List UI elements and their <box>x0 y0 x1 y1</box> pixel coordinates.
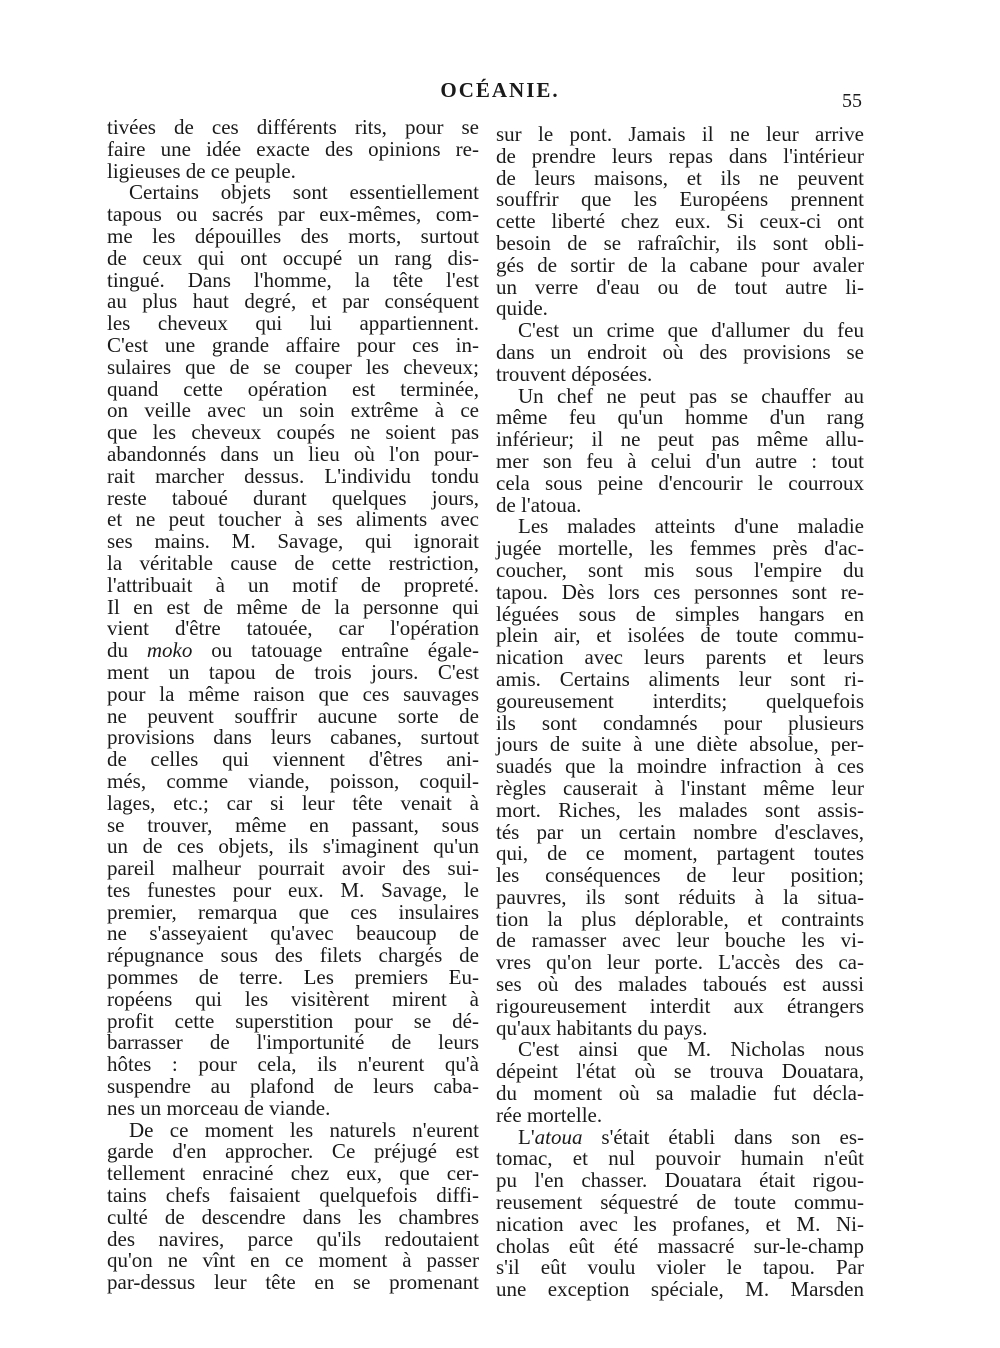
text-line <box>496 974 864 996</box>
text-line <box>107 354 479 379</box>
text-segment: L' <box>518 1124 535 1149</box>
text-segment: Les malades atteints d'une maladie <box>518 514 864 539</box>
text-line <box>107 1204 479 1229</box>
text-segment: tains chefs faisaient quelquefois diffi- <box>107 1183 479 1208</box>
text-line <box>107 703 479 728</box>
text-line <box>107 812 479 837</box>
text-line <box>107 681 479 706</box>
text-segment: hôtes : pour cela, ils n'eurent qu'à <box>107 1052 479 1077</box>
text-line <box>107 640 479 662</box>
text-line <box>107 1250 479 1272</box>
text-segment: ou tatouage entraîne égale- <box>192 638 479 663</box>
text-line <box>107 877 479 902</box>
text-segment: pareil malheur pourrait avoir des sui- <box>107 856 479 881</box>
text-segment: vres qu'on leur porte. L'accès des ca- <box>496 950 864 975</box>
text-segment: més, comme viande, poisson, coquil- <box>107 768 479 793</box>
text-segment: barrasser de l'importunité de leurs <box>107 1030 479 1055</box>
text-segment: C'est un crime que d'allumer du feu <box>518 318 864 343</box>
text-segment: souffrir que les Européens prennent <box>496 187 864 212</box>
text-segment: tapous ou sacrés par eux-mêmes, com- <box>107 202 479 227</box>
page-number: 55 <box>842 90 862 112</box>
text-segment: pu l'en chasser. Douatara était rigou- <box>496 1168 864 1193</box>
text-line <box>107 550 479 575</box>
text-line <box>496 1192 864 1214</box>
text-segment: une exception spéciale, M. Marsden <box>496 1277 864 1302</box>
text-line <box>496 361 864 386</box>
right-column <box>496 124 864 1301</box>
text-line <box>496 429 864 451</box>
text-line <box>496 688 864 713</box>
text-segment: mer son feu à celui d'un autre : tout <box>496 448 864 473</box>
text-line <box>107 594 479 619</box>
text-segment: me les dépouilles des morts, surtout <box>107 223 479 248</box>
text-line <box>496 320 864 342</box>
text-line <box>496 1083 864 1105</box>
text-line <box>496 252 864 277</box>
text-line <box>107 1076 479 1098</box>
italic-term: atoua <box>534 1124 583 1149</box>
text-segment: goureusement interdits; quelquefois <box>496 688 864 713</box>
text-segment: léguées sous de simples hangars en <box>496 601 864 626</box>
text-segment: par-dessus leur tête en se promenant <box>107 1270 479 1295</box>
text-segment: de celles qui viennent d'êtres ani- <box>107 747 479 772</box>
text-segment: besoin de se rafraîchir, ils sont obli- <box>496 230 864 255</box>
text-segment: C'est une grande affaire pour ces in- <box>107 332 479 357</box>
text-line <box>496 797 864 822</box>
text-line <box>107 923 479 945</box>
text-line <box>496 407 864 429</box>
text-segment: répugnance sous des filets chargés de <box>107 943 479 968</box>
italic-term: moko <box>146 638 193 663</box>
text-segment: reste taboué durant quelques jours, <box>107 485 479 510</box>
text-line <box>496 930 864 952</box>
text-line <box>107 1163 479 1185</box>
text-line <box>107 182 479 204</box>
text-line <box>496 298 864 320</box>
text-line <box>107 967 479 989</box>
text-line <box>107 986 479 1011</box>
text-segment: même feu qu'un homme d'un rang <box>496 405 864 430</box>
text-line <box>496 884 864 909</box>
text-segment: rée mortelle. <box>496 1102 603 1127</box>
text-line <box>496 601 864 626</box>
text-line <box>496 993 864 1018</box>
text-segment: Certains objets sont essentiellement <box>129 180 479 205</box>
text-segment: les cheveux qui lui appartiennent. <box>107 311 479 336</box>
text-segment: de leurs maisons, et ils ne peuvent <box>496 165 864 190</box>
text-line <box>496 710 864 735</box>
text-segment: nication avec les profanes, et M. Ni- <box>496 1211 864 1236</box>
text-segment: tellement enraciné chez eux, que cer- <box>107 1161 479 1186</box>
text-line <box>496 124 864 146</box>
text-segment: Un chef ne peut pas se chauffer au <box>518 383 864 408</box>
text-line <box>107 836 479 858</box>
text-line <box>107 531 479 553</box>
text-segment: l'attribuait à un motif de propreté. <box>107 572 479 597</box>
text-segment: nes un morceau de viande. <box>107 1095 331 1120</box>
text-line <box>496 865 864 887</box>
text-line <box>107 899 479 924</box>
text-segment: règles causerait à l'instant même leur <box>496 775 864 800</box>
text-segment: un verre d'eau ou de tout autre li- <box>496 274 864 299</box>
text-segment: cette liberté chez eux. Si ceux-ci ont <box>496 209 864 234</box>
text-segment: amis. Certains aliments leur sont ri- <box>496 666 864 691</box>
text-line <box>496 1211 864 1236</box>
text-line <box>107 1054 479 1076</box>
text-segment: qui, de ce moment, partagent toutes <box>496 841 864 866</box>
text-line <box>496 579 864 604</box>
text-line <box>496 666 864 691</box>
text-line <box>496 819 864 844</box>
text-segment: quide. <box>496 296 548 321</box>
text-line <box>496 734 864 756</box>
text-line <box>107 441 479 466</box>
text-segment: tés par un certain nombre d'esclaves, <box>496 819 864 844</box>
text-segment: ne peuvent souffrir aucune sorte de <box>107 703 479 728</box>
text-line <box>107 245 479 270</box>
text-line <box>107 422 479 444</box>
text-segment: jours de suite à une diète absolue, per- <box>496 732 864 757</box>
text-segment: gés de sortir de la cabane pour avaler <box>496 252 864 277</box>
text-segment: Il en est de même de la personne qui <box>107 594 479 619</box>
text-segment: profit cette superstition pour se dé- <box>107 1008 479 1033</box>
text-segment: tivées de ces différents rits, pour se <box>107 115 479 139</box>
text-line <box>496 516 864 538</box>
text-segment: se trouver, même en passant, sous <box>107 812 479 837</box>
text-segment: et ne peut toucher à ses aliments avec <box>107 507 479 532</box>
text-line <box>496 1279 864 1301</box>
text-segment: rait marcher dessus. L'individu tondu <box>107 463 479 488</box>
text-segment: suspendre au plafond de leurs caba- <box>107 1074 479 1099</box>
text-segment: coucher, sont mis sous l'empire du <box>496 557 864 582</box>
text-line <box>496 952 864 974</box>
text-line <box>496 1170 864 1192</box>
text-segment: sulaires que de se couper les cheveux; <box>107 354 479 379</box>
text-line <box>496 557 864 582</box>
text-line <box>496 1148 864 1170</box>
text-segment: la véritable cause de cette restriction, <box>107 550 479 575</box>
text-segment: ses mains. M. Savage, qui ignorait <box>107 529 479 554</box>
left-column <box>107 117 479 1294</box>
text-segment: jugée mortelle, les femmes près d'ac- <box>496 536 864 561</box>
text-segment: tingué. Dans l'homme, la tête l'est <box>107 267 479 292</box>
text-line <box>107 1226 479 1251</box>
text-line <box>107 659 479 684</box>
text-segment: tes funestes pour eux. M. Savage, le <box>107 877 479 902</box>
text-segment: sur le pont. Jamais il ne leur arrive <box>496 122 864 146</box>
text-line <box>107 204 479 226</box>
text-line <box>107 1095 479 1120</box>
text-line <box>107 463 479 488</box>
text-line <box>496 1102 864 1127</box>
text-line <box>107 1272 479 1294</box>
text-line <box>107 158 479 183</box>
text-segment: ses où des malades taboués est aussi <box>496 972 864 997</box>
text-line <box>107 790 479 815</box>
text-segment: plein air, et isolées de toute commu- <box>496 623 864 648</box>
text-line <box>107 1008 479 1033</box>
text-line <box>107 618 479 640</box>
text-segment: pauvres, ils sont réduits à la situa- <box>496 884 864 909</box>
text-line <box>107 267 479 292</box>
text-segment: vient d'être tatouée, car l'opération <box>107 616 479 641</box>
text-line <box>496 189 864 211</box>
text-segment: de l'atoua. <box>496 492 582 517</box>
text-segment: pommes de terre. Les premiers Eu- <box>107 965 479 990</box>
text-segment: faire une idée exacte des opinions re- <box>107 136 479 161</box>
text-line <box>107 1185 479 1207</box>
text-segment: nication avec leurs parents et leurs <box>496 645 864 670</box>
text-line <box>107 313 479 335</box>
text-line <box>107 223 479 248</box>
text-line <box>107 945 479 967</box>
text-segment: dans un endroit où des provisions se <box>496 339 864 364</box>
text-segment: qu'on ne vînt en ce moment à passer <box>107 1248 479 1273</box>
text-line <box>496 1257 864 1279</box>
text-line <box>107 1117 479 1142</box>
text-segment: ne s'asseyaient qu'avec beaucoup de <box>107 921 479 946</box>
text-line <box>107 485 479 510</box>
text-segment: un de ces objets, ils s'imaginent qu'un <box>107 834 479 859</box>
text-segment: tomac, et nul pouvoir humain n'eût <box>496 1146 864 1171</box>
text-segment: lages, etc.; car si leur tête venait à <box>107 790 479 815</box>
text-segment: mort. Riches, les malades sont assis- <box>496 797 864 822</box>
text-segment: suadés que la moindre infraction à ces <box>496 754 864 779</box>
text-line <box>496 492 864 517</box>
text-segment: premier, remarqua que ces insulaires <box>107 899 479 924</box>
text-line <box>107 117 479 139</box>
text-line <box>496 1015 864 1040</box>
text-segment: cela sous peine d'encourir le courroux <box>496 470 864 495</box>
text-line <box>496 448 864 473</box>
text-segment: de ramasser avec leur bouche les vi- <box>496 928 864 953</box>
text-line <box>496 470 864 495</box>
text-line <box>107 291 479 313</box>
text-line <box>496 230 864 255</box>
text-segment: ropéens qui les visitèrent mirent à <box>107 986 479 1011</box>
text-segment: ligieuses de ce peuple. <box>107 158 296 183</box>
text-line <box>496 1039 864 1061</box>
text-line <box>107 136 479 161</box>
text-line <box>107 400 479 422</box>
text-segment: dépeint l'état où se trouva Douatara, <box>496 1059 864 1084</box>
text-line <box>107 749 479 771</box>
text-segment: on veille avec un soin extrême à ce <box>107 398 479 423</box>
text-segment: inférieur; il ne peut pas même allu- <box>496 427 864 452</box>
text-line <box>496 1061 864 1083</box>
text-line <box>496 775 864 800</box>
text-line <box>107 376 479 401</box>
text-segment: au plus haut degré, et par conséquent <box>107 289 479 314</box>
text-line <box>496 843 864 865</box>
text-segment: quand cette opération est terminée, <box>107 376 479 401</box>
text-line <box>496 143 864 168</box>
text-segment: cholas eût été massacré sur-le-champ <box>496 1233 864 1258</box>
text-segment: du moment où sa maladie fut décla- <box>496 1081 864 1106</box>
text-line <box>107 509 479 531</box>
text-segment: tapou. Dès lors ces personnes sont re- <box>496 579 864 604</box>
text-segment: du <box>107 638 147 663</box>
text-segment: rigoureusement interdit aux étrangers <box>496 993 864 1018</box>
text-segment: ils sont condamnés pour plusieurs <box>496 710 864 735</box>
text-line <box>107 768 479 793</box>
text-line <box>496 274 864 299</box>
text-line <box>107 572 479 597</box>
text-segment: ment un tapou de trois jours. C'est <box>107 659 479 684</box>
text-line <box>496 1124 864 1149</box>
text-segment: culté de descendre dans les chambres <box>107 1204 479 1229</box>
text-line <box>496 625 864 647</box>
running-header: OCÉANIE. <box>440 78 560 102</box>
text-line <box>496 383 864 408</box>
text-line <box>107 727 479 749</box>
text-segment: trouvent déposées. <box>496 361 653 386</box>
text-line <box>496 1233 864 1258</box>
text-segment: De ce moment les naturels n'eurent <box>129 1117 479 1142</box>
text-line <box>496 647 864 669</box>
text-segment: reusement séquestré de toute commu- <box>496 1190 864 1215</box>
text-line <box>496 339 864 364</box>
text-segment: les conséquences de leur position; <box>496 863 864 888</box>
text-segment: garde d'en approcher. Ce préjugé est <box>107 1139 479 1164</box>
text-segment: que les cheveux coupés ne soient pas <box>107 420 479 445</box>
text-segment: de ceux qui ont occupé un rang dis- <box>107 245 479 270</box>
text-segment: qu'aux habitants du pays. <box>496 1015 708 1040</box>
text-line <box>496 538 864 560</box>
text-segment: s'était établi dans son es- <box>582 1124 864 1149</box>
text-segment: tion la plus déplorable, et contraints <box>496 906 864 931</box>
text-line <box>496 165 864 190</box>
text-segment: C'est ainsi que M. Nicholas nous <box>518 1037 864 1062</box>
text-segment: pour la même raison que ces sauvages <box>107 681 479 706</box>
text-segment: provisions dans leurs cabanes, surtout <box>107 725 479 750</box>
text-segment: abandonnés dans un lieu où l'on pour- <box>107 441 479 466</box>
text-segment: de prendre leurs repas dans l'intérieur <box>496 143 864 168</box>
text-segment: des navires, parce qu'ils redoutaient <box>107 1226 479 1251</box>
text-line <box>496 211 864 233</box>
text-line <box>496 756 864 778</box>
text-segment: s'il eût voulu violer le tapou. Par <box>496 1255 864 1280</box>
text-line <box>496 906 864 931</box>
text-line <box>107 1141 479 1163</box>
text-line <box>107 332 479 357</box>
text-line <box>107 1032 479 1054</box>
text-line <box>107 858 479 880</box>
